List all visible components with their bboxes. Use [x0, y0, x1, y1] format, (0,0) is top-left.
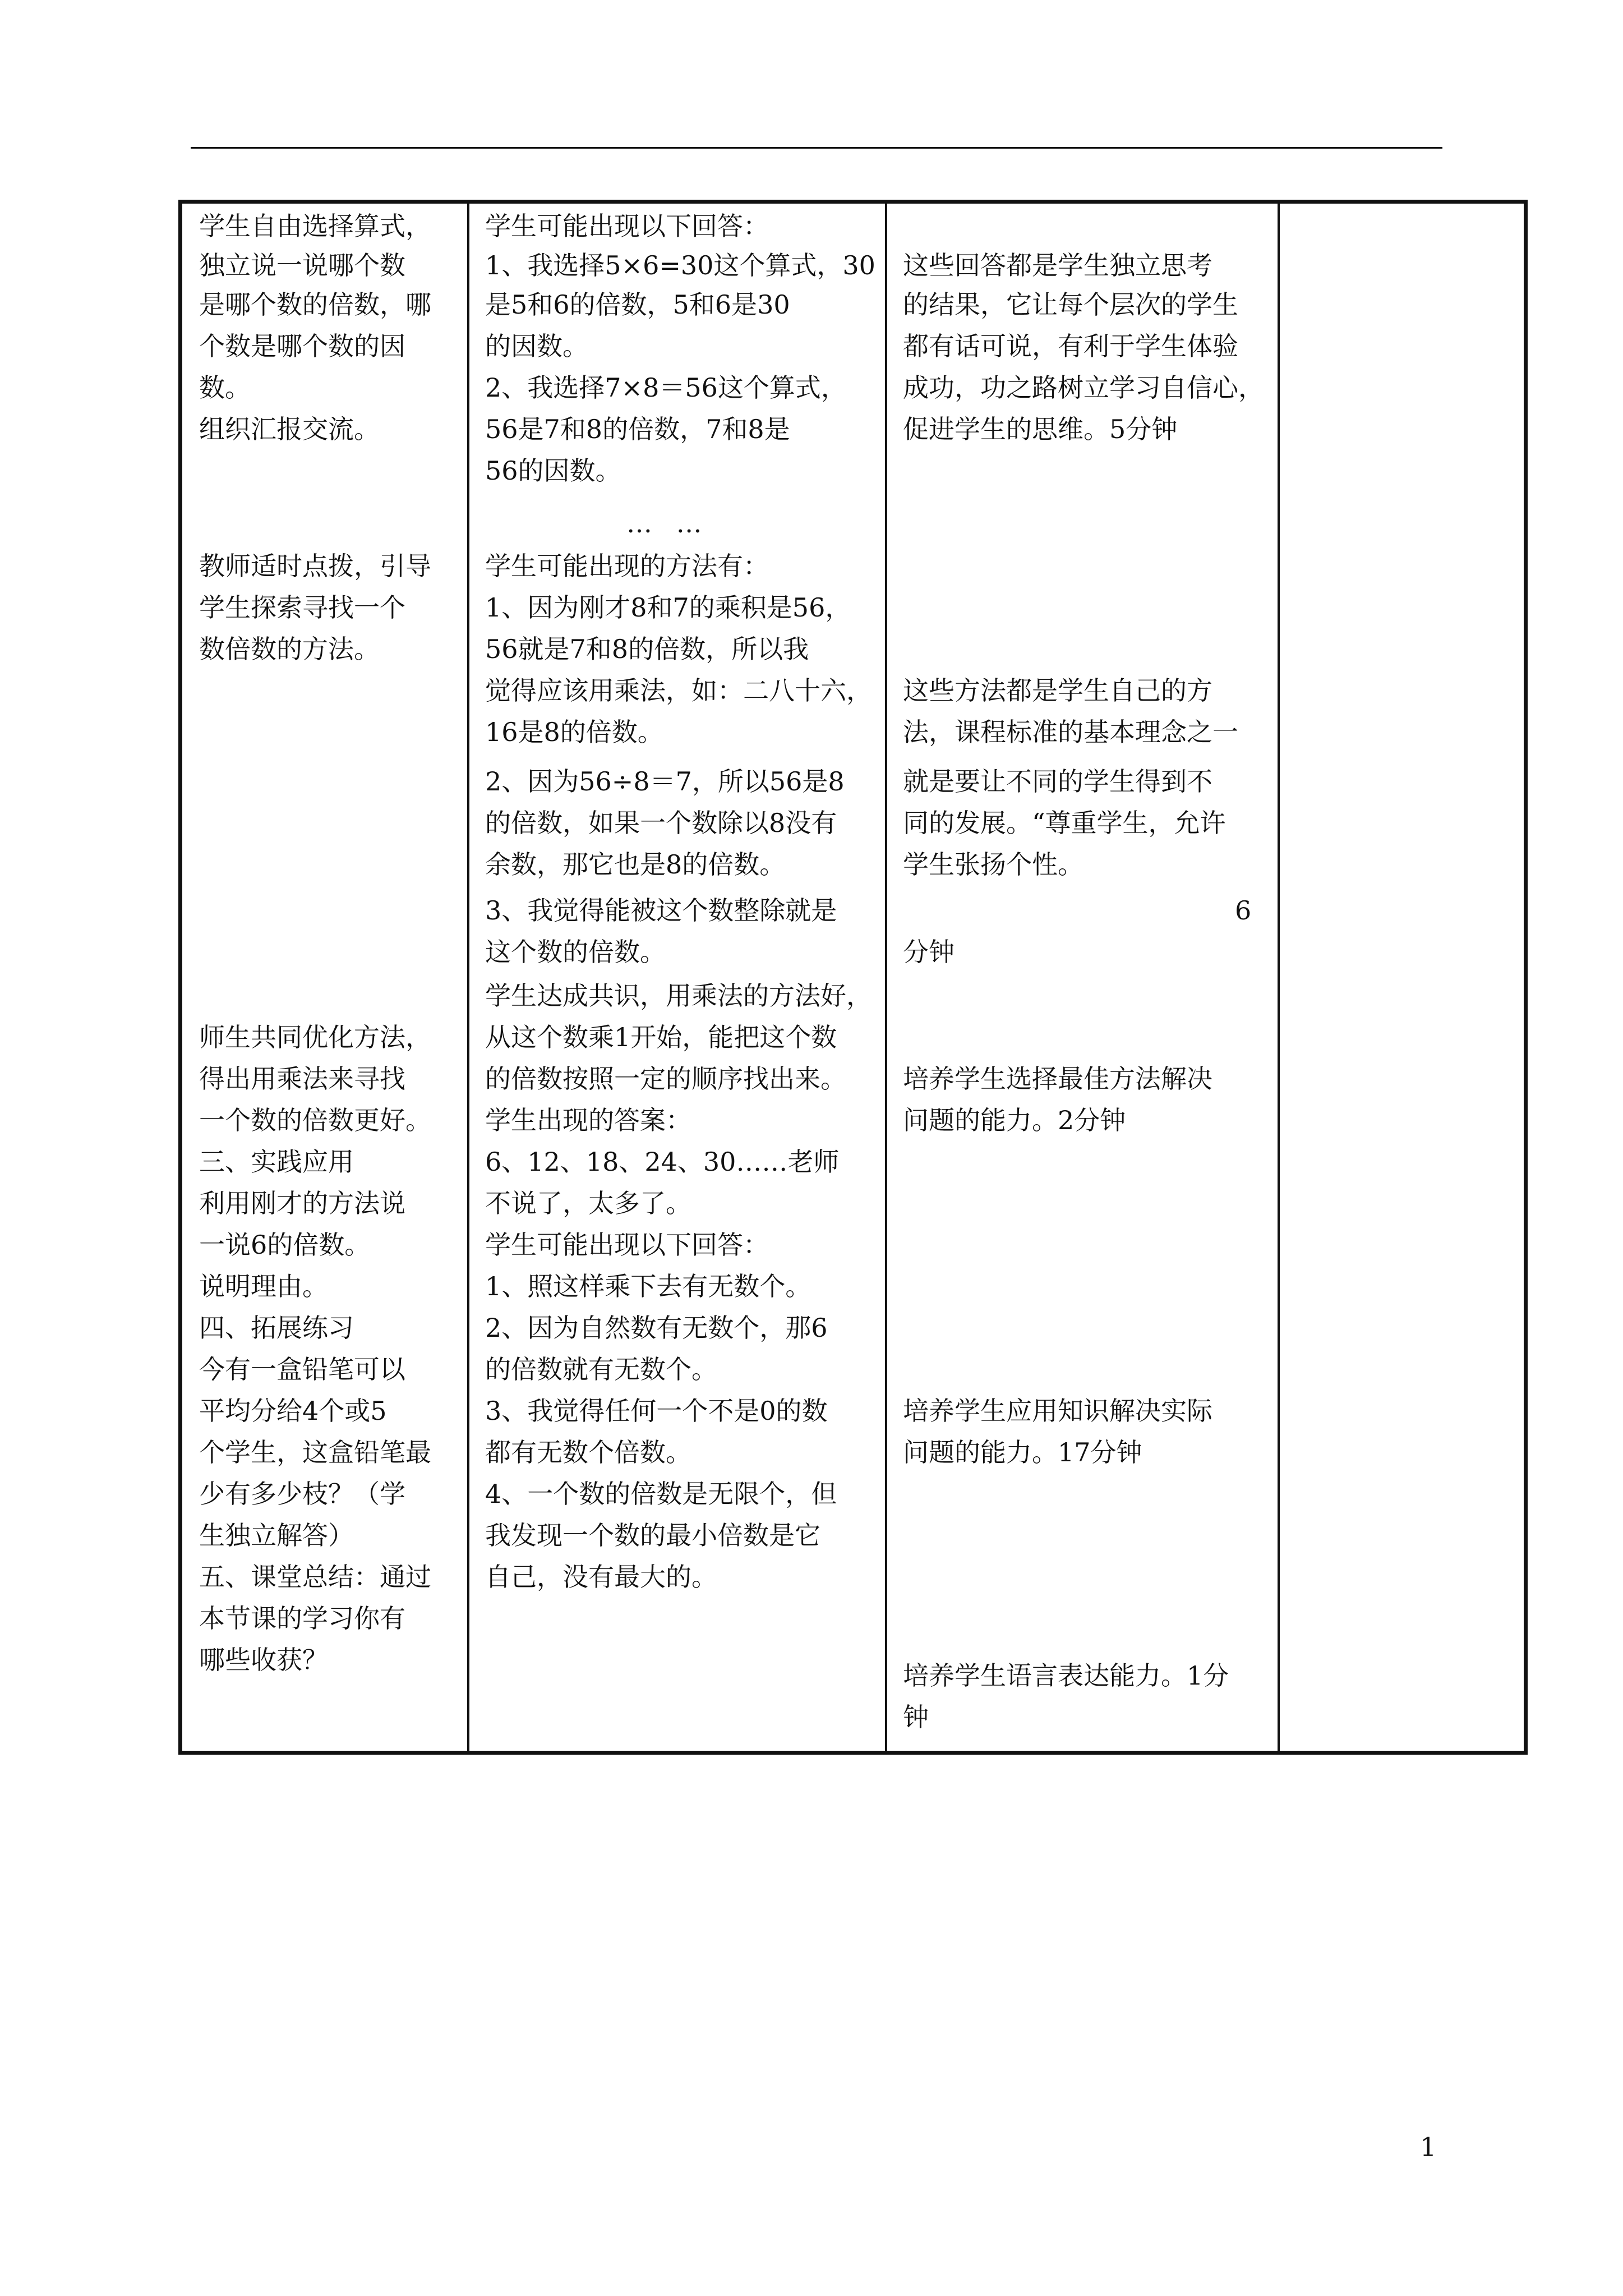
text-line: 3、我觉得任何一个不是0的数 — [485, 1396, 828, 1426]
ellipsis: … … — [626, 508, 710, 539]
text-line: 独立说一说哪个数 — [199, 250, 405, 280]
text-line: 五、课堂总结：通过 — [199, 1562, 431, 1592]
text-line: 的倍数按照一定的顺序找出来。 — [485, 1064, 846, 1094]
text-line: 问题的能力。2分钟 — [903, 1105, 1126, 1135]
header-rule — [191, 147, 1442, 149]
text-line: 三、实践应用 — [199, 1147, 354, 1177]
text-line: 学生可能出现的方法有： — [485, 551, 769, 581]
text-line: 学生出现的答案： — [485, 1105, 691, 1135]
text-line: 同的发展。“尊重学生，允许 — [903, 808, 1226, 838]
text-line: 不说了，太多了。 — [485, 1188, 691, 1218]
text-line: 得出用乘法来寻找 — [199, 1064, 405, 1094]
text-line: 个学生，这盒铅笔最 — [199, 1437, 431, 1467]
text-line: 的倍数，如果一个数除以8没有 — [485, 808, 837, 838]
text-line: 利用刚才的方法说 — [199, 1188, 405, 1218]
text-line: 促进学生的思维。5分钟 — [903, 414, 1178, 444]
text-line: 学生达成共识，用乘法的方法好， — [485, 981, 872, 1011]
text-line: 4、一个数的倍数是无限个，但 — [485, 1479, 837, 1509]
text-line: 法，课程标准的基本理念之一 — [903, 717, 1238, 747]
text-line: 从这个数乘1开始，能把这个数 — [485, 1022, 837, 1052]
text-line: 1、照这样乘下去有无数个。 — [485, 1271, 811, 1301]
text-line: 今有一盒铅笔可以 — [199, 1354, 405, 1384]
text-line: 钟 — [903, 1702, 929, 1732]
text-line: 1、我选择5×6=30这个算式，30 — [485, 250, 875, 280]
text-line: 就是要让不同的学生得到不 — [903, 766, 1212, 797]
text-line: 学生可能出现以下回答： — [485, 211, 769, 241]
teacher-activity-column — [182, 204, 469, 1751]
text-line: 余数，那它也是8的倍数。 — [485, 849, 786, 880]
notes-column — [1280, 204, 1524, 1751]
text-line: 自己，没有最大的。 — [485, 1562, 717, 1592]
text-line: 6 — [1235, 895, 1252, 926]
text-line: 都有无数个倍数。 — [485, 1437, 691, 1467]
text-line: 2、因为56÷8＝7，所以56是8 — [485, 766, 845, 797]
text-line: 的倍数就有无数个。 — [485, 1354, 717, 1384]
text-line: 学生张扬个性。 — [903, 849, 1083, 880]
text-line: 学生自由选择算式， — [199, 211, 431, 241]
text-line: 这个数的倍数。 — [485, 937, 666, 967]
text-line: 一说6的倍数。 — [199, 1230, 371, 1260]
text-line: 的结果，它让每个层次的学生 — [903, 289, 1238, 320]
text-line: 教师适时点拨，引导 — [199, 551, 431, 581]
text-line: 的因数。 — [485, 331, 588, 361]
text-line: 我发现一个数的最小倍数是它 — [485, 1520, 820, 1550]
text-line: 56是7和8的倍数，7和8是 — [485, 414, 790, 444]
text-line: 培养学生语言表达能力。1分 — [903, 1660, 1229, 1691]
text-line: 2、因为自然数有无数个，那6 — [485, 1313, 828, 1343]
text-line: 是哪个数的倍数，哪 — [199, 289, 431, 320]
text-line: 培养学生选择最佳方法解决 — [903, 1064, 1212, 1094]
text-line: 生独立解答） — [199, 1520, 354, 1550]
text-line: 数。 — [199, 372, 251, 403]
text-line: 学生探索寻找一个 — [199, 592, 405, 623]
design-intent-column — [887, 204, 1280, 1751]
lesson-plan-table — [178, 200, 1528, 1755]
text-line: 觉得应该用乘法，如：二八十六， — [485, 675, 872, 706]
text-line: 少有多少枝？（学 — [199, 1479, 405, 1509]
text-line: 数倍数的方法。 — [199, 634, 380, 664]
text-line: 56就是7和8的倍数，所以我 — [485, 634, 809, 664]
text-line: 组织汇报交流。 — [199, 414, 380, 444]
text-line: 56的因数。 — [485, 455, 621, 486]
text-line: 平均分给4个或5 — [199, 1396, 387, 1426]
page-number: 1 — [1420, 2132, 1437, 2162]
text-line: 师生共同优化方法， — [199, 1022, 431, 1052]
text-line: 3、我觉得能被这个数整除就是 — [485, 895, 837, 926]
text-line: 1、因为刚才8和7的乘积是56， — [485, 592, 851, 623]
text-line: 6、12、18、24、30……老师 — [485, 1147, 840, 1177]
text-line: 一个数的倍数更好。 — [199, 1105, 431, 1135]
text-line: 哪些收获？ — [199, 1645, 328, 1675]
student-activity-column — [469, 204, 887, 1751]
text-line: 是5和6的倍数，5和6是30 — [485, 289, 790, 320]
text-line: 说明理由。 — [199, 1271, 328, 1301]
text-line: 分钟 — [903, 937, 955, 967]
text-line: 都有话可说，有利于学生体验 — [903, 331, 1238, 361]
text-line: 这些回答都是学生独立思考 — [903, 250, 1212, 280]
text-line: 培养学生应用知识解决实际 — [903, 1396, 1212, 1426]
text-line: 四、拓展练习 — [199, 1313, 354, 1343]
text-line: 16是8的倍数。 — [485, 717, 663, 747]
text-line: 本节课的学习你有 — [199, 1603, 405, 1634]
text-line: 成功，功之路树立学习自信心， — [903, 372, 1264, 403]
text-line: 个数是哪个数的因 — [199, 331, 405, 361]
text-line: 这些方法都是学生自己的方 — [903, 675, 1212, 706]
text-line: 2、我选择7×8＝56这个算式， — [485, 372, 847, 403]
text-line: 学生可能出现以下回答： — [485, 1230, 769, 1260]
text-line: 问题的能力。17分钟 — [903, 1437, 1142, 1467]
